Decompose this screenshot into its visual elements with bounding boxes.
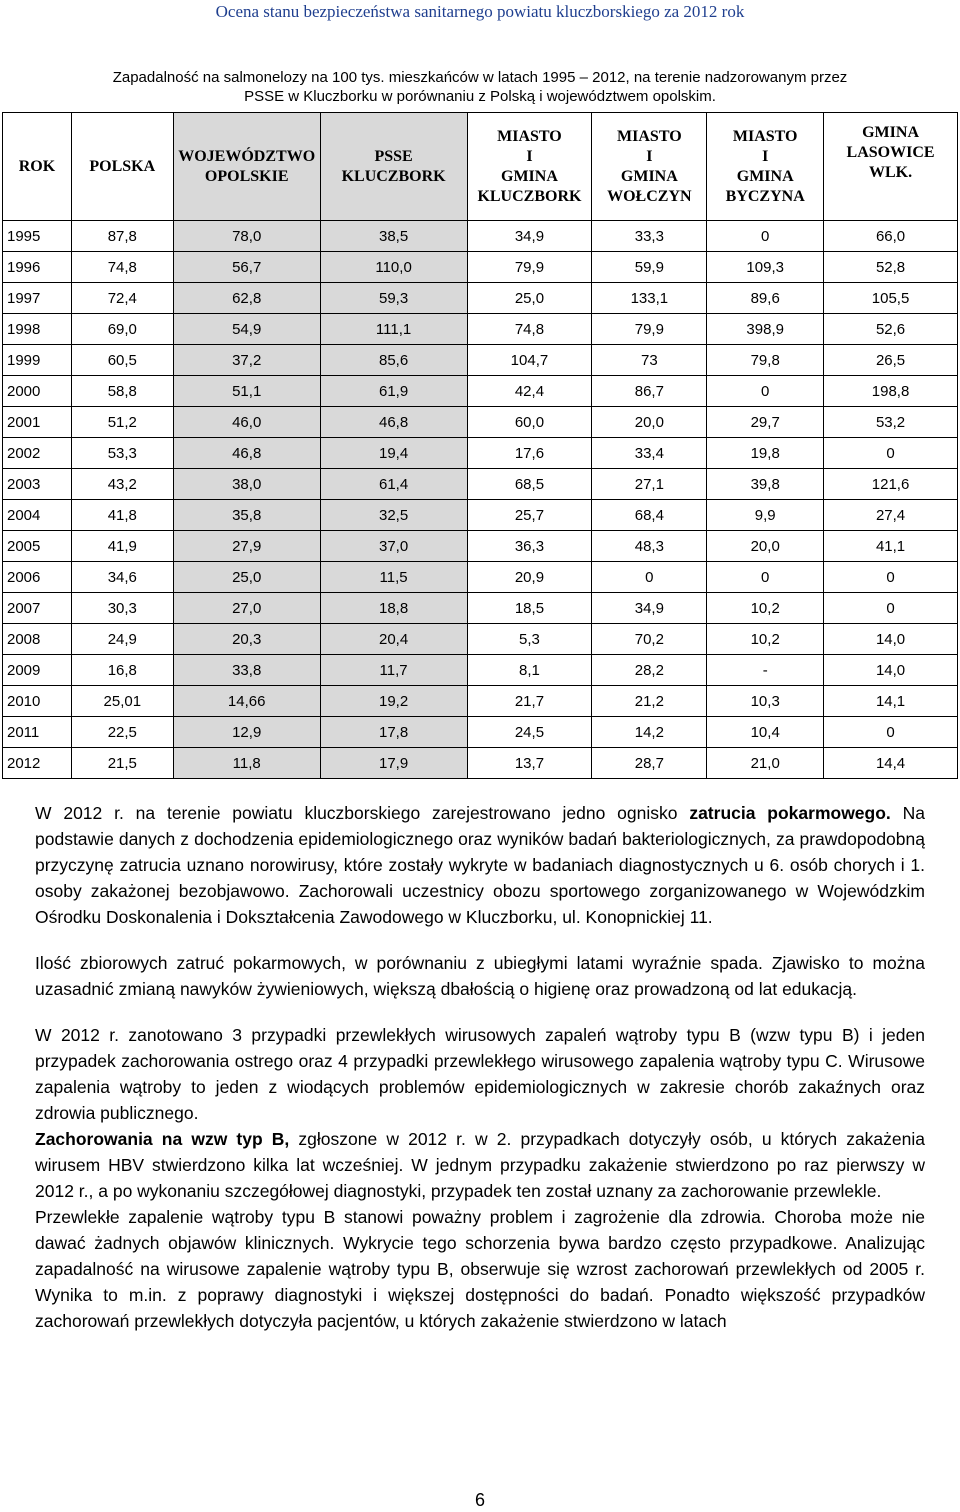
value-cell: 29,7 (707, 407, 824, 438)
year-cell: 2011 (3, 717, 72, 748)
paragraph-hbv-cases (35, 1126, 925, 1204)
value-cell: 33,4 (592, 438, 707, 469)
value-cell: 22,5 (71, 717, 173, 748)
value-cell: 74,8 (71, 252, 173, 283)
value-cell: 20,0 (707, 531, 824, 562)
table-row (3, 314, 958, 345)
value-cell: 0 (707, 562, 824, 593)
value-cell: 20,4 (320, 624, 467, 655)
column-header-6 (707, 113, 824, 221)
column-header-line: MIASTO (497, 127, 562, 145)
value-cell: 60,5 (71, 345, 173, 376)
value-cell: 109,3 (707, 252, 824, 283)
value-cell: 51,1 (173, 376, 320, 407)
value-cell: 104,7 (467, 345, 592, 376)
value-cell: 198,8 (824, 376, 958, 407)
value-cell: 27,0 (173, 593, 320, 624)
table-header-row (3, 113, 958, 221)
value-cell: 20,0 (592, 407, 707, 438)
value-cell: 14,4 (824, 748, 958, 779)
column-header-line: OPOLSKIE (204, 167, 289, 185)
table-row (3, 407, 958, 438)
value-cell: 11,5 (320, 562, 467, 593)
p1-rest: Na podstawie danych z dochodzenia epidemiologicznego oraz wyników badań bakteriologicznych, za prawdopodobną przyczynę zatrucia uznano norowirusy, które zostały wykryte w badaniach diagnostycznych u 6. osób chorych i 1. osoby zakażonej bezobjawowo. Zachorowali uczestnicy obozu sportowego zorganizowanego w Wojewódzkim Ośrodku Doskonalenia i Dokształcenia Zawodowego w Kluczborku, ul. Konopnickiej 11. (35, 803, 925, 927)
column-header-line: KLUCZBORK (477, 187, 582, 205)
value-cell: 28,2 (592, 655, 707, 686)
year-cell: 1995 (3, 221, 72, 252)
value-cell: 46,8 (173, 438, 320, 469)
paragraph-hepatitis-2012: W 2012 r. zanotowano 3 przypadki przewlekłych wirusowych zapaleń wątroby typu B (wzw typu B) i jeden przypadek zachorowania ostrego oraz 4 przypadki przewlekłego wirusowego zapalenia wątroby typu C. Wirusowe zapalenia wątroby to jeden z wiodących problemów epidemiologicznych w zakresie chorób zakaźnych oraz zdrowia publicznego. (35, 1025, 925, 1123)
table-row (3, 469, 958, 500)
value-cell: 54,9 (173, 314, 320, 345)
year-cell: 2009 (3, 655, 72, 686)
column-header-line: MIASTO (732, 127, 798, 145)
value-cell: 18,8 (320, 593, 467, 624)
value-cell: 0 (824, 438, 958, 469)
column-header-line: PSSE (374, 147, 413, 165)
value-cell: 121,6 (824, 469, 958, 500)
value-cell: 19,4 (320, 438, 467, 469)
table-row (3, 593, 958, 624)
value-cell: 59,9 (592, 252, 707, 283)
value-cell: 24,5 (467, 717, 592, 748)
value-cell: 27,9 (173, 531, 320, 562)
column-header-line: ROK (18, 157, 56, 175)
value-cell: 110,0 (320, 252, 467, 283)
value-cell: 8,1 (467, 655, 592, 686)
value-cell: 25,0 (173, 562, 320, 593)
value-cell: 37,0 (320, 531, 467, 562)
year-cell: 2002 (3, 438, 72, 469)
value-cell: 21,5 (71, 748, 173, 779)
year-cell: 2008 (3, 624, 72, 655)
table-row (3, 531, 958, 562)
year-cell: 2004 (3, 500, 72, 531)
value-cell: 25,01 (71, 686, 173, 717)
value-cell: 11,8 (173, 748, 320, 779)
value-cell: 51,2 (71, 407, 173, 438)
table-row (3, 345, 958, 376)
value-cell: 79,8 (707, 345, 824, 376)
value-cell: 89,6 (707, 283, 824, 314)
column-header-line: POLSKA (89, 157, 156, 175)
value-cell: 9,9 (707, 500, 824, 531)
value-cell: 27,4 (824, 500, 958, 531)
value-cell: 41,1 (824, 531, 958, 562)
value-cell: 0 (824, 593, 958, 624)
column-header-line: KLUCZBORK (341, 167, 446, 185)
value-cell: 14,0 (824, 624, 958, 655)
column-header-4 (467, 113, 592, 221)
value-cell: 0 (707, 376, 824, 407)
table-row (3, 562, 958, 593)
year-cell: 2000 (3, 376, 72, 407)
value-cell: 42,4 (467, 376, 592, 407)
column-header-line: MIASTO (617, 127, 682, 145)
value-cell: 14,2 (592, 717, 707, 748)
year-cell: 1998 (3, 314, 72, 345)
table-row (3, 500, 958, 531)
value-cell: 20,9 (467, 562, 592, 593)
value-cell: 0 (824, 562, 958, 593)
value-cell: 53,2 (824, 407, 958, 438)
value-cell: 79,9 (467, 252, 592, 283)
table-caption-line-1: Zapadalność na salmonelozy na 100 tys. mieszkańców w latach 1995 – 2012, na terenie nadzorowanym przez (112, 69, 848, 86)
p1-bold: zatrucia pokarmowego. (689, 803, 891, 823)
column-header-5 (592, 113, 707, 221)
value-cell: 43,2 (71, 469, 173, 500)
column-header-line: WLK. (869, 164, 913, 181)
value-cell: 38,0 (173, 469, 320, 500)
value-cell: 68,4 (592, 500, 707, 531)
value-cell: 16,8 (71, 655, 173, 686)
year-cell: 2003 (3, 469, 72, 500)
value-cell: 46,8 (320, 407, 467, 438)
value-cell: 33,8 (173, 655, 320, 686)
salmonellosis-incidence-table (2, 112, 958, 779)
value-cell: 10,2 (707, 624, 824, 655)
column-header-line: WOŁCZYN (607, 187, 692, 205)
value-cell: 34,9 (467, 221, 592, 252)
value-cell: 28,7 (592, 748, 707, 779)
column-header-0 (3, 113, 72, 221)
value-cell: 41,8 (71, 500, 173, 531)
table-row (3, 376, 958, 407)
value-cell: 19,2 (320, 686, 467, 717)
table-row (3, 221, 958, 252)
value-cell: 24,9 (71, 624, 173, 655)
value-cell: 61,4 (320, 469, 467, 500)
value-cell: 70,2 (592, 624, 707, 655)
value-cell: 14,66 (173, 686, 320, 717)
value-cell: 52,6 (824, 314, 958, 345)
year-cell: 1996 (3, 252, 72, 283)
table-caption (0, 68, 960, 106)
column-header-line: WOJEWÓDZTWO (178, 147, 316, 165)
value-cell: 10,3 (707, 686, 824, 717)
table-row (3, 624, 958, 655)
value-cell: 78,0 (173, 221, 320, 252)
value-cell: 53,3 (71, 438, 173, 469)
value-cell: 87,8 (71, 221, 173, 252)
column-header-1 (71, 113, 173, 221)
value-cell: 14,1 (824, 686, 958, 717)
value-cell: 60,0 (467, 407, 592, 438)
value-cell: 14,0 (824, 655, 958, 686)
value-cell: 66,0 (824, 221, 958, 252)
value-cell: 59,3 (320, 283, 467, 314)
column-header-line: I (646, 147, 653, 165)
value-cell: 105,5 (824, 283, 958, 314)
value-cell: 20,3 (173, 624, 320, 655)
value-cell: 25,0 (467, 283, 592, 314)
value-cell: 17,6 (467, 438, 592, 469)
table-row (3, 748, 958, 779)
column-header-3 (320, 113, 467, 221)
column-header-line: I (762, 147, 769, 165)
running-header: Ocena stanu bezpieczeństwa sanitarnego powiatu kluczborskiego za 2012 rok (215, 2, 745, 21)
year-cell: 1999 (3, 345, 72, 376)
value-cell: 73 (592, 345, 707, 376)
value-cell: 58,8 (71, 376, 173, 407)
value-cell: 17,9 (320, 748, 467, 779)
year-cell: 2001 (3, 407, 72, 438)
value-cell: 72,4 (71, 283, 173, 314)
value-cell: 21,2 (592, 686, 707, 717)
value-cell: 39,8 (707, 469, 824, 500)
table-row (3, 252, 958, 283)
table-row (3, 283, 958, 314)
value-cell: 34,6 (71, 562, 173, 593)
column-header-2 (173, 113, 320, 221)
value-cell: 69,0 (71, 314, 173, 345)
value-cell: 12,9 (173, 717, 320, 748)
column-header-line: GMINA (620, 167, 678, 185)
value-cell: 18,5 (467, 593, 592, 624)
paragraph-outbreaks-trend: Ilość zbiorowych zatruć pokarmowych, w porównaniu z ubiegłymi latami wyraźnie spada. Zjawisko to można uzasadnić zmianą nawyków żywieniowych, większą dbałością o higienę oraz prowadzoną od lat edukacją. (35, 953, 925, 999)
value-cell: 10,2 (707, 593, 824, 624)
value-cell: 26,5 (824, 345, 958, 376)
year-cell: 2007 (3, 593, 72, 624)
value-cell: 74,8 (467, 314, 592, 345)
year-cell: 2006 (3, 562, 72, 593)
value-cell: 0 (592, 562, 707, 593)
value-cell: 37,2 (173, 345, 320, 376)
page-number: 6 (474, 1490, 485, 1510)
paragraph-food-poisoning (35, 800, 925, 930)
column-header-line: I (526, 147, 533, 165)
value-cell: 5,3 (467, 624, 592, 655)
value-cell: 0 (824, 717, 958, 748)
value-cell: 46,0 (173, 407, 320, 438)
value-cell: 41,9 (71, 531, 173, 562)
column-header-line: GMINA (501, 167, 558, 185)
value-cell: 17,8 (320, 717, 467, 748)
value-cell: - (707, 655, 824, 686)
value-cell: 10,4 (707, 717, 824, 748)
p1-intro: W 2012 r. na terenie powiatu kluczborskiego zarejestrowano jedno ognisko (35, 803, 690, 823)
table-row (3, 438, 958, 469)
value-cell: 62,8 (173, 283, 320, 314)
value-cell: 30,3 (71, 593, 173, 624)
value-cell: 33,3 (592, 221, 707, 252)
value-cell: 21,0 (707, 748, 824, 779)
value-cell: 13,7 (467, 748, 592, 779)
year-cell: 2005 (3, 531, 72, 562)
p4-rest: zgłoszone w 2012 r. w 2. przypadkach dotyczyły osób, u których zakażenia wirusem HBV stwierdzono kilka lat wcześniej. W jednym przypadku zakażenie stwierdzono po raz pierwszy w 2012 r., a po wykonaniu szczegółowej diagnostyki, przypadek ten został uznany za zachorowanie przewlekle. (35, 1129, 925, 1201)
value-cell: 48,3 (592, 531, 707, 562)
column-header-line: BYCZYNA (725, 187, 805, 205)
column-header-line: GMINA (736, 167, 794, 185)
value-cell: 68,5 (467, 469, 592, 500)
table-row (3, 717, 958, 748)
table-body (3, 221, 958, 779)
value-cell: 61,9 (320, 376, 467, 407)
value-cell: 27,1 (592, 469, 707, 500)
value-cell: 36,3 (467, 531, 592, 562)
value-cell: 34,9 (592, 593, 707, 624)
value-cell: 398,9 (707, 314, 824, 345)
value-cell: 32,5 (320, 500, 467, 531)
value-cell: 133,1 (592, 283, 707, 314)
column-header-7 (824, 113, 958, 221)
table-row (3, 686, 958, 717)
value-cell: 79,9 (592, 314, 707, 345)
value-cell: 25,7 (467, 500, 592, 531)
value-cell: 11,7 (320, 655, 467, 686)
value-cell: 35,8 (173, 500, 320, 531)
value-cell: 0 (707, 221, 824, 252)
value-cell: 52,8 (824, 252, 958, 283)
table-row (3, 655, 958, 686)
value-cell: 56,7 (173, 252, 320, 283)
paragraph-hbv-chronic: Przewlekłe zapalenie wątroby typu B stanowi poważny problem i zagrożenie dla zdrowia. Choroba może nie dawać żadnych objawów klinicznych. Wykrycie tego schorzenia bywa bardzo często przypadkowe. Analizując zapadalność na wirusowe zapalenie wątroby typu B, obserwuje się wzrost zachorowań przewlekłych od 2005 r. Wynika to m.in. z poprawy diagnostyki i większej dostępności do badań. Ponadto większość przypadków zachorowań przewlekłych dotyczyła pacjentów, u których zakażenie stwierdzono w latach (35, 1207, 925, 1331)
p4-bold: Zachorowania na wzw typ B, (35, 1129, 290, 1149)
value-cell: 86,7 (592, 376, 707, 407)
body-text (35, 800, 925, 1334)
column-header-line: LASOWICE (846, 144, 935, 161)
year-cell: 2010 (3, 686, 72, 717)
value-cell: 85,6 (320, 345, 467, 376)
column-header-line: GMINA (862, 124, 919, 141)
value-cell: 111,1 (320, 314, 467, 345)
year-cell: 1997 (3, 283, 72, 314)
value-cell: 38,5 (320, 221, 467, 252)
value-cell: 19,8 (707, 438, 824, 469)
table-caption-line-2: PSSE w Kluczborku w porównaniu z Polską i województwem opolskim. (244, 88, 716, 105)
value-cell: 21,7 (467, 686, 592, 717)
year-cell: 2012 (3, 748, 72, 779)
